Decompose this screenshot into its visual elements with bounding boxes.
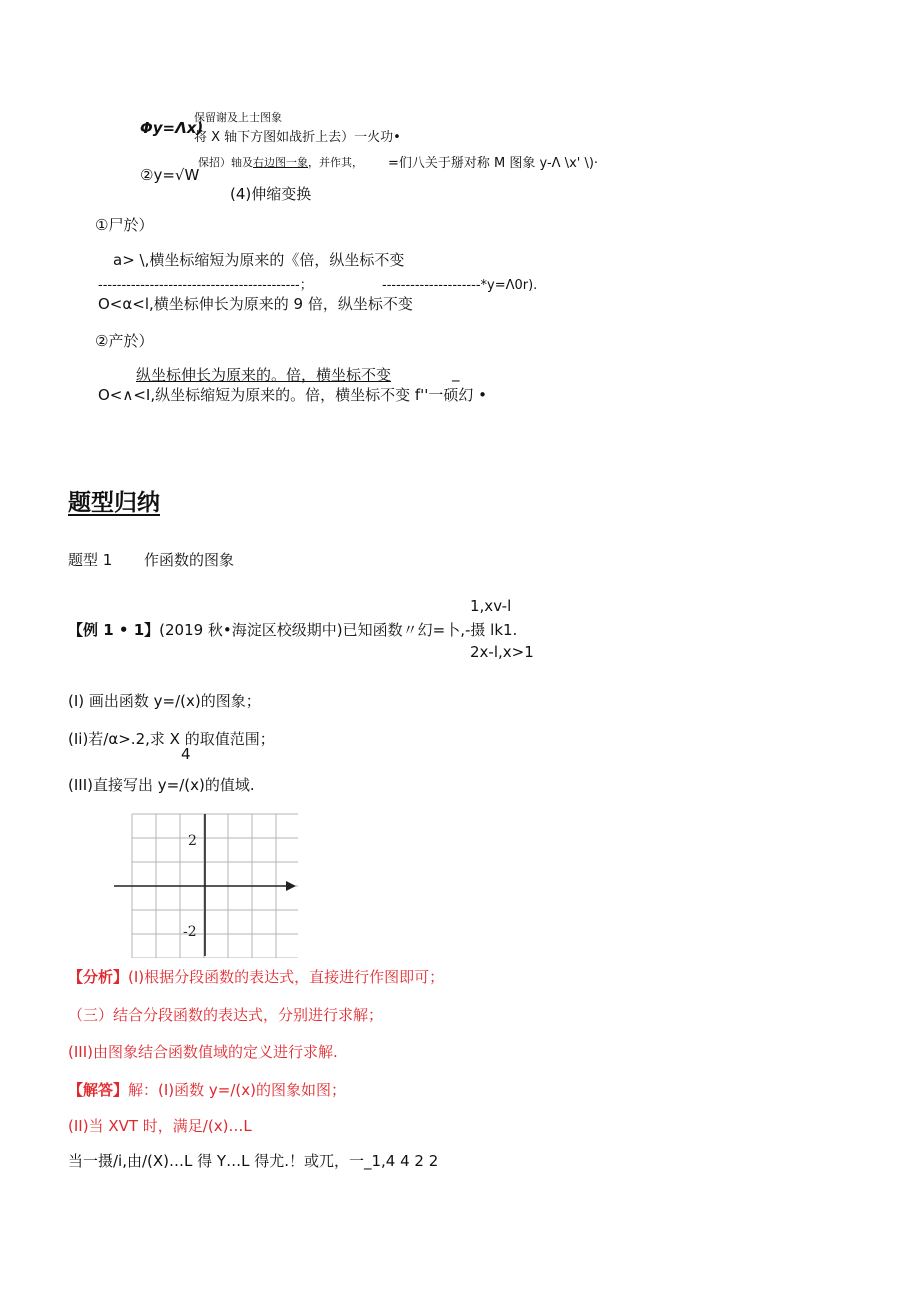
mirror-note [198,156,363,169]
mirror-note-end: =们八关于掰对称 M 图象 y-Λ \x' \)· [388,156,599,171]
abs-fold-note-bottom: 将 X 轴下方图如战折上去）一火功• [194,130,401,145]
piecewise-case-top: 1,xv-l [470,597,512,615]
abs-fold-note-top: 保留谢及上士图象 [194,111,282,124]
stretch-item-2-case-a-tail: _ [452,364,460,382]
mirror-formula: ②y=√W [140,166,200,184]
question-type-label: 题型 1 [68,551,113,569]
stretch-item-2-label: ②产於） [95,332,154,350]
example-bracket: 【例 1 • 1】 [68,621,160,639]
stretch-item-1-case-b: O<α<l,横坐标伸长为原来的 9 倍，纵坐标不变 [98,295,413,313]
section-title: 题型归纳 [68,490,160,516]
y-tick-label-bottom: -2 [183,924,197,940]
stretch-item-2-case-b: O<∧<I,纵坐标缩短为原来的。倍，横坐标不变 f''一硕幻 • [98,386,488,404]
stretch-transform-heading: (4)伸缩变换 [230,185,312,203]
example-statement [68,621,517,639]
analysis-text-1: (I)根据分段函数的表达式，直接进行作图即可； [128,968,445,986]
mirror-note-mid: ，并作其， [308,156,363,169]
answer-line-1 [68,1081,346,1099]
stretch-item-1-label: ①尸於） [95,216,154,234]
answer-line-2: (II)当 XVT 时，满足/(x)…L [68,1117,252,1135]
x-axis-arrowhead [286,881,296,891]
mirror-note-prefix: 保招）轴及 [198,156,253,169]
y-tick-label-top: 2 [188,833,197,849]
question-1: (I) 画出函数 y=/(x)的图象； [68,692,261,710]
abs-fold-formula: Φy=Λx) [140,119,204,137]
answer-text-1: 解：(I)函数 y=/(x)的图象如图； [128,1081,346,1099]
question-2: (Ii)若/α>.2,求 X 的取值范围； [68,730,275,748]
stretch-item-1-dashes-left: -------------------------------------------； [98,278,313,293]
mirror-note-underlined: 右边图一象 [253,156,308,169]
analysis-line-1 [68,968,444,986]
question-type-title: 作函数的图象 [144,551,235,569]
stretch-item-1-dashes-right: ---------------------*y=Λ0r). [382,278,538,293]
question-3: (III)直接写出 y=/(x)的值域. [68,776,255,794]
analysis-label: 【分析】 [68,968,129,986]
coordinate-grid-figure [112,812,298,958]
piecewise-case-bottom: 2x-l,x>1 [470,643,534,661]
example-text: (2019 秋•海淀区校级期中)已知函数〃幻=卜,-摄 lk1. [159,621,518,639]
analysis-line-3: (III)由图象结合函数值域的定义进行求解. [68,1043,338,1061]
stretch-item-2-case-a: 纵坐标伸长为原来的。倍，横坐标不变 [136,366,392,384]
stretch-item-1-case-a: a> \,横坐标缩短为原来的《倍，纵坐标不变 [113,251,405,269]
answer-line-3: 当一摄/i,由/(X)…L 得 Y…L 得尤.！或兀，一_1,4 4 2 2 [68,1152,439,1170]
analysis-line-2: （三）结合分段函数的表达式，分别进行求解； [68,1006,384,1024]
question-2-subscript: 4 [181,745,191,763]
answer-label: 【解答】 [68,1081,129,1099]
